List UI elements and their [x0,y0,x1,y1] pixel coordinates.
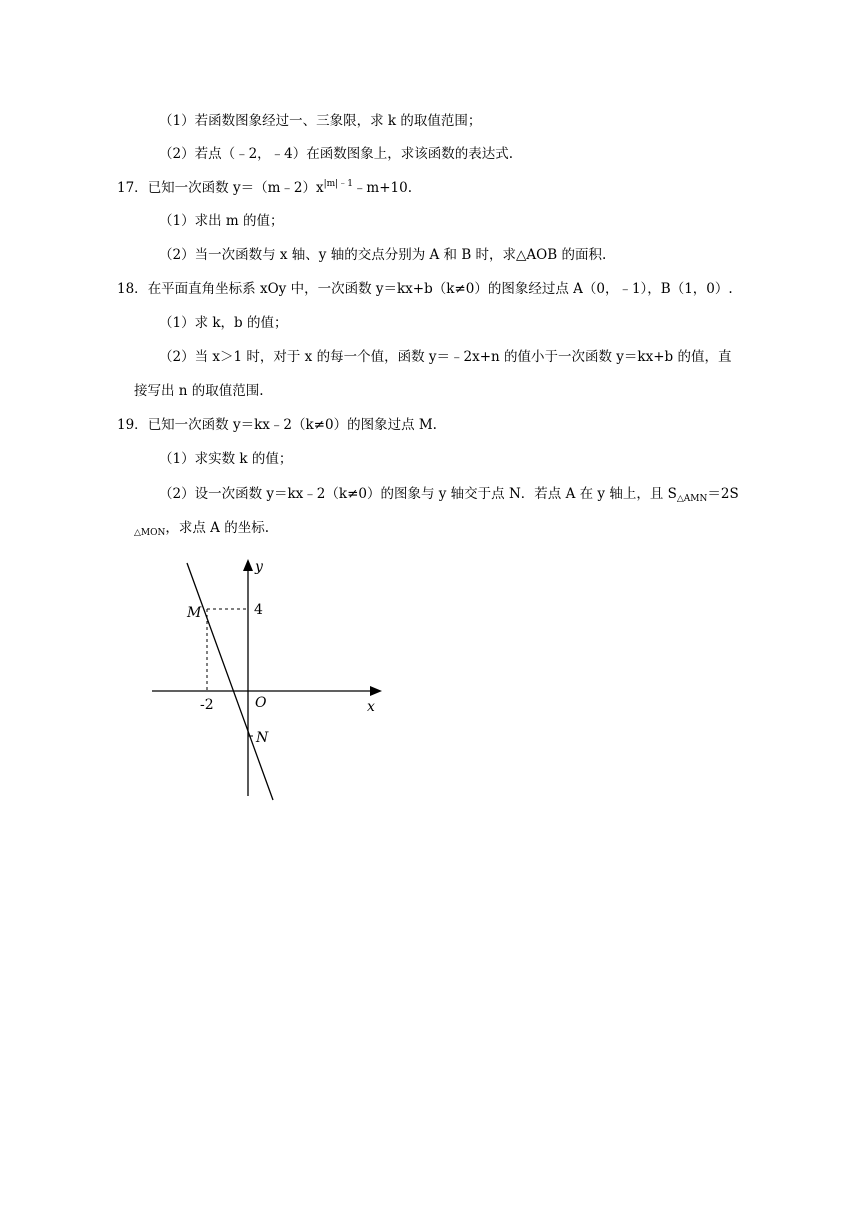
q17-number: 17． [117,180,148,196]
y-axis-label: y [255,559,263,575]
q18-part2-line1: （2）当 x＞1 时，对于 x 的每一个值，函数 y＝﹣2x+n 的值小于一次函数 y＝kx+b 的值，直 [159,349,732,365]
q16-part2: （2）若点（﹣2，﹣4）在函数图象上，求该函数的表达式. [159,146,514,162]
q19-stem [117,415,437,435]
origin-label: O [255,695,267,711]
q19-subscript-amn: △AMN [676,494,708,504]
q18-stem-text: 在平面直角坐标系 xOy 中，一次函数 y＝kx+b（k≠0）的图象经过点 A（0，﹣1），B（1，0）. [147,281,733,297]
q18-part2-line2: 接写出 n 的取值范围. [134,383,264,399]
q19-subscript-mon: △MON [134,528,166,538]
q17-stem [117,178,412,198]
q19-part2-text-b: ＝2S [707,486,739,502]
q19-part2-text-c: ，求点 A 的坐标. [165,520,270,536]
q17-stem-a: 已知一次函数 y＝（m﹣2）x [147,180,324,196]
q17-exponent: |m|﹣1 [323,179,353,189]
q17-part1: （1）求出 m 的值； [159,213,284,229]
q19-part2-text-a: （2）设一次函数 y＝kx﹣2（k≠0）的图象与 y 轴交于点 N．若点 A 在 y 轴上，且 S [159,486,677,502]
x-tick-label: -2 [200,697,214,713]
point-m-label: M [187,605,202,621]
x-axis-label: x [367,699,375,715]
q16-part1: （1）若函数图象经过一、三象限，求 k 的取值范围； [159,113,482,129]
q19-part1: （1）求实数 k 的值； [159,451,293,467]
q19-part2-line1 [159,484,739,504]
point-n-label: N [256,730,269,746]
q18-number: 18． [117,281,148,297]
y-axis-arrow-icon [243,559,253,571]
q19-stem-text: 已知一次函数 y＝kx﹣2（k≠0）的图象过点 M. [147,417,437,433]
x-axis-arrow-icon [370,686,382,696]
function-line [187,563,273,800]
coordinate-figure [140,550,400,810]
q19-part2-line2 [134,518,269,538]
q17-stem-b: ﹣m+10. [352,180,413,196]
q19-number: 19． [117,417,148,433]
q18-part1: （1）求 k，b 的值； [159,315,288,331]
y-tick-label: 4 [254,602,263,618]
q18-stem [117,279,733,299]
q17-part2: （2）当一次函数与 x 轴、y 轴的交点分别为 A 和 B 时，求△AOB 的面积. [159,247,607,263]
